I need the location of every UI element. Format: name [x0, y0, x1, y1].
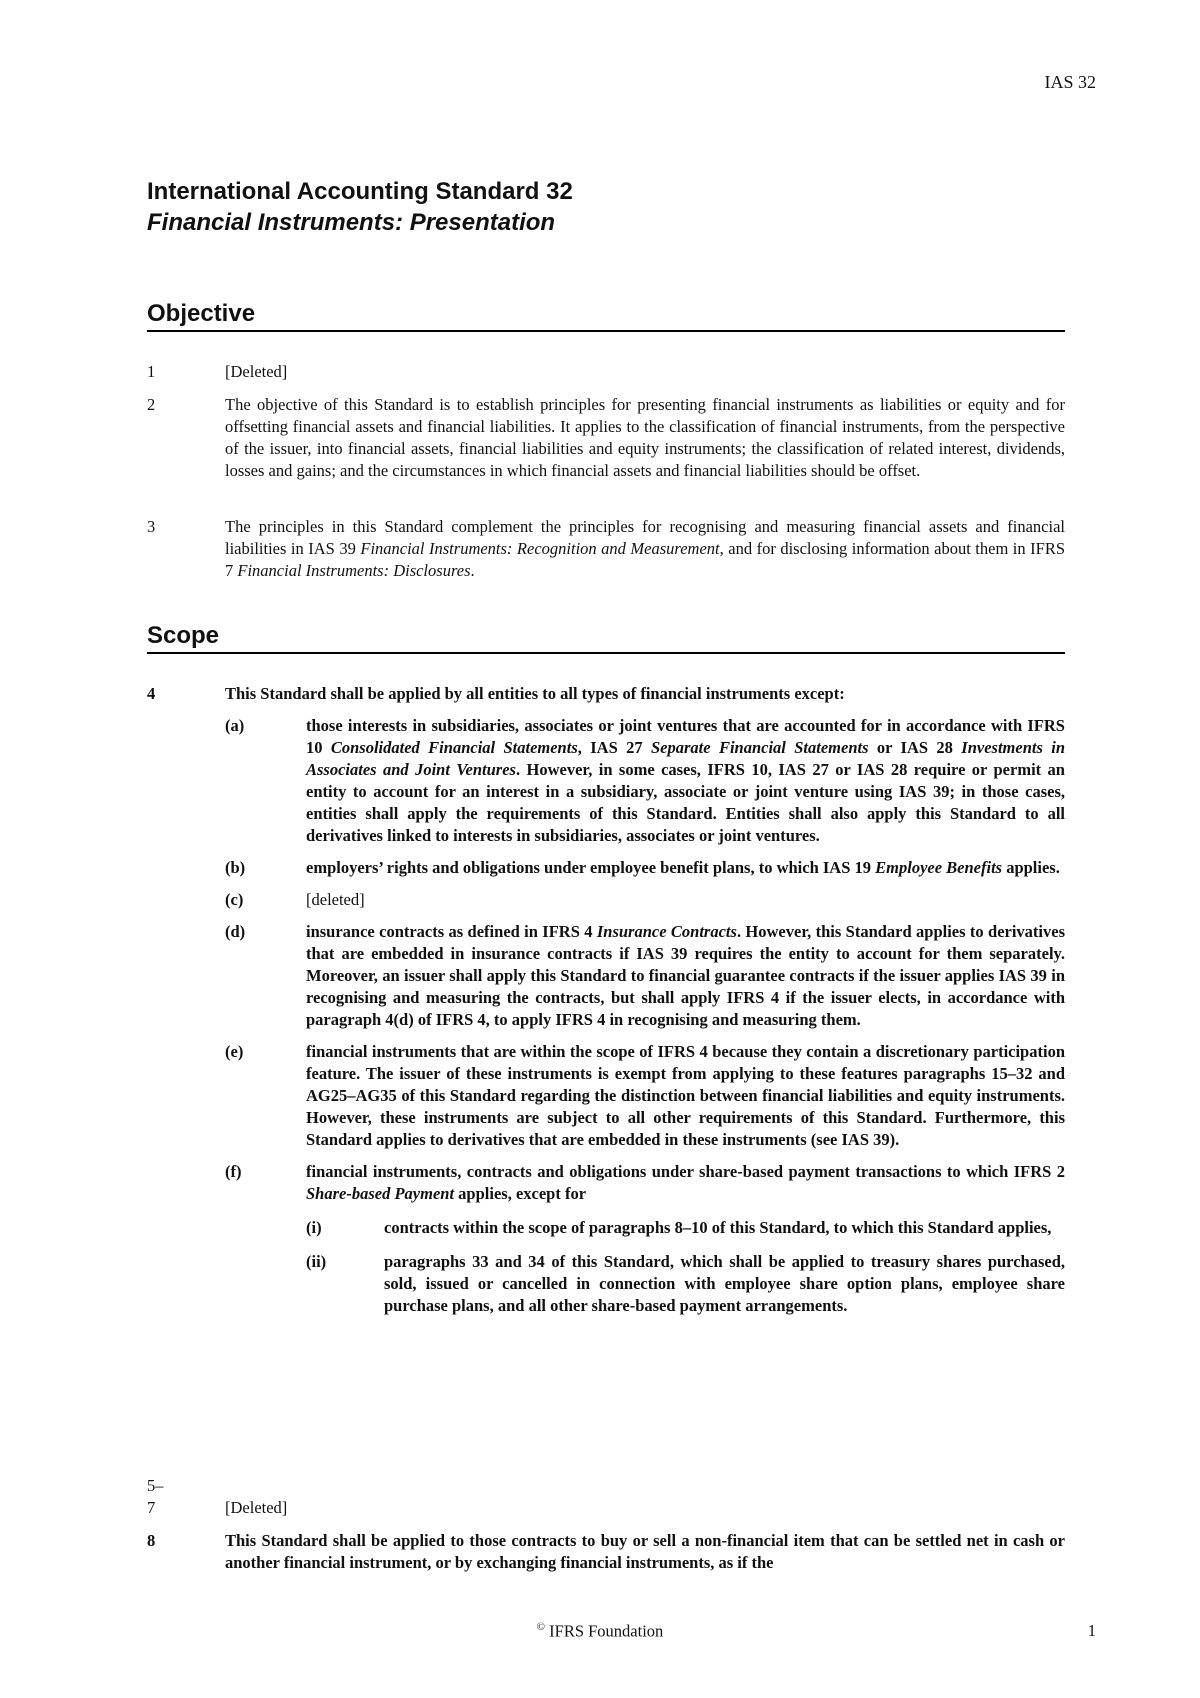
document-title — [147, 176, 1067, 238]
page-number: 1 — [1087, 1621, 1096, 1640]
copyright-icon: © — [536, 1621, 546, 1633]
section-heading-scope: Scope — [147, 622, 1065, 654]
paragraph-text: The objective of this Standard is to establish principles for presenting financial instruments as liabilities or equity and for offsetting financial assets and financial liabilities. It applies to the classification of financial instruments, from the perspective of the issuer, into financial assets, financial liabilities and equity instruments; the classification of related interest, dividends, losses and gains; and the circumstances in which financial assets and financial liabilities should be offset. — [225, 395, 1065, 480]
paragraph-8 — [147, 1530, 1065, 1574]
paragraph-text: [Deleted] — [225, 1498, 288, 1517]
list-item-b: (b) employers’ rights and obligations under employee benefit plans, to which IAS 19 Employee Benefits applies. — [225, 858, 1060, 877]
paragraph-text — [225, 683, 1065, 1317]
sub-item-ii: (ii) paragraphs 33 and 34 of this Standard, which shall be applied to treasury shares purchased, sold, issued or cancelled in connection with employee share option plans, employee share purchase plans, and all other share-based payment arrangements. — [306, 1252, 1065, 1315]
section-heading-objective: Objective — [147, 300, 1065, 332]
paragraph-number: 4 — [147, 684, 156, 703]
standard-name: International Accounting Standard 32 — [147, 178, 573, 205]
paragraph-text: [Deleted] — [225, 362, 288, 381]
list-item-c: (c) [deleted] — [225, 890, 365, 909]
running-header: IAS 32 — [1044, 72, 1096, 92]
paragraph-number: 2 — [147, 395, 156, 414]
paragraph-number: 3 — [147, 517, 156, 536]
paragraph-1 — [147, 361, 1065, 383]
list-item-d: (d) insurance contracts as defined in IFRS 4 Insurance Contracts. However, this Standard applies to derivatives that are embedded in insurance contracts if IAS 39 requires the entity to account for them separately. Moreover, an issuer shall apply this Standard to financial guarantee contracts if the issuer applies IAS 39 in recognising and measuring the contracts, but shall apply IFRS 4 if the issuer elects, in accordance with paragraph 4(d) of IFRS 4, to apply IFRS 4 in recognising and measuring them. — [225, 922, 1065, 1029]
footer-copyright: © IFRS Foundation — [536, 1621, 664, 1641]
list-item-e: (e) financial instruments that are within the scope of IFRS 4 because they contain a discretionary participation feature. The issuer of these instruments is exempt from applying to these features paragraphs 15–32 and AG25–AG35 of this Standard regarding the distinction between financial liabilities and equity instruments. However, these instruments are subject to all other requirements of this Standard. Furthermore, this Standard applies to derivatives that are embedded in these instruments (see IAS 39). — [225, 1042, 1065, 1149]
list-item-f: (f) financial instruments, contracts and obligations under share-based payment transactions to which IFRS 2 Share-based Payment applies, except for (i) contracts within the scope of paragraphs 8–10 of this Standard, to which this Standard applies, (ii) paragraphs 33 and 34 of this Standard, which shall be applied to treasury shares purchased, sold, issued or cancelled in connection with employee share option plans, employee share purchase plans, and all other share-based payment arrangements. — [225, 1162, 1065, 1315]
paragraph-text: This Standard shall be applied to those contracts to buy or sell a non-financial item that can be settled net in cash or another financial instrument, or by exchanging financial instruments, as if the — [225, 1531, 1065, 1572]
paragraph-number: 1 — [147, 362, 156, 381]
paragraph-4 — [147, 683, 1065, 1317]
paragraph-5-7 — [147, 1475, 1065, 1519]
sub-item-i: (i) contracts within the scope of paragraphs 8–10 of this Standard, to which this Standard applies, — [306, 1218, 1052, 1237]
list-item-a: (a) those interests in subsidiaries, associates or joint ventures that are accounted for in accordance with IFRS 10 Consolidated Financial Statements, IAS 27 Separate Financial Statements or IAS 28 Investments in Associates and Joint Ventures. However, in some cases, IFRS 10, IAS 27 or IAS 28 require or permit an entity to account for an interest in a subsidiary, associate or joint venture using IAS 39; in those cases, entities shall apply the requirements of this Standard. Entities shall also apply this Standard to all derivatives linked to interests in subsidiaries, associates or joint ventures. — [225, 716, 1066, 845]
paragraph-text: The principles in this Standard complement the principles for recognising and measuring financial assets and financial liabilities in IAS 39 Financial Instruments: Recognition and Measurement, and for disclosing information about them in IFRS 7 Financial Instruments: Disclosures. — [225, 517, 1065, 580]
paragraph-intro: This Standard shall be applied by all entities to all types of financial instruments except: — [225, 684, 845, 703]
paragraph-3 — [147, 516, 1065, 582]
paragraph-2 — [147, 394, 1065, 482]
standard-subtitle: Financial Instruments: Presentation — [147, 209, 556, 236]
paragraph-number: 8 — [147, 1531, 156, 1550]
paragraph-number: 5– 7 — [147, 1476, 164, 1517]
